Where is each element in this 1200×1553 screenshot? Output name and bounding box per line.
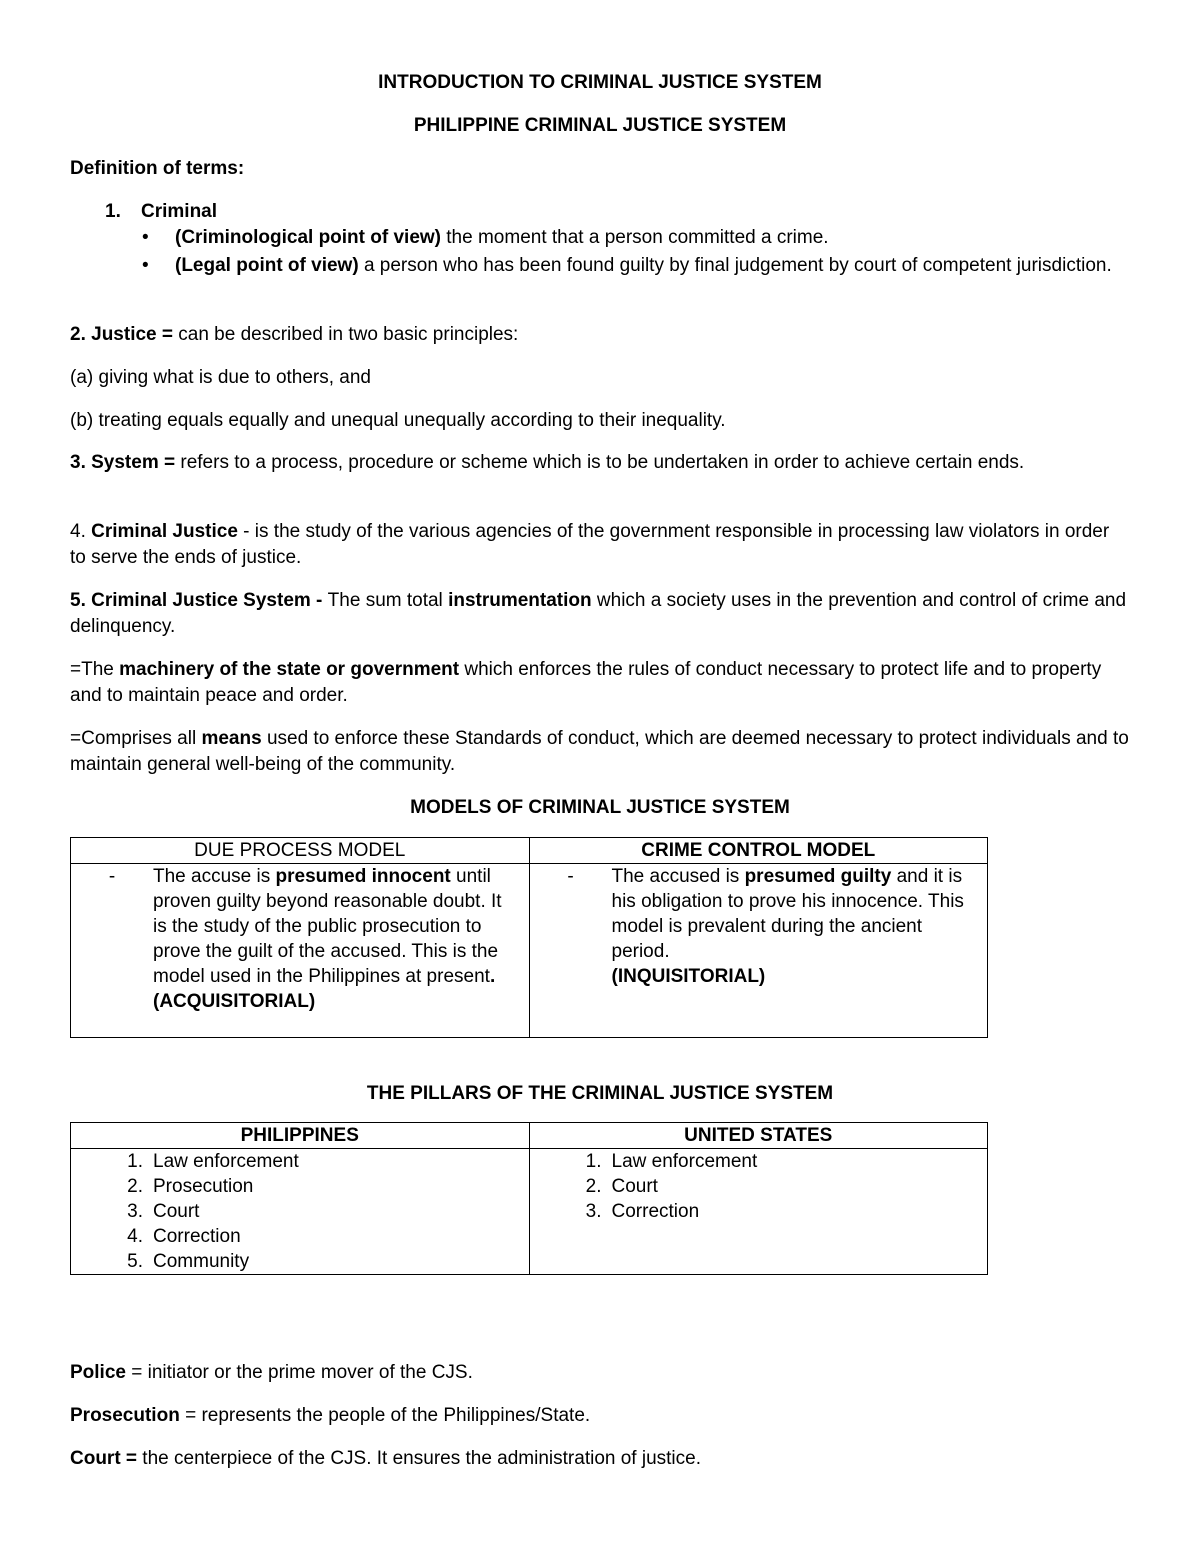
pillar-label: Prosecution bbox=[153, 1176, 254, 1197]
list-item bbox=[530, 1199, 988, 1224]
cell-bold: presumed innocent bbox=[275, 866, 451, 887]
due-process-cell bbox=[71, 864, 530, 1038]
pillar-label: Law enforcement bbox=[611, 1151, 758, 1172]
definition-number: 1. bbox=[105, 201, 121, 222]
united-states-pillars-cell bbox=[529, 1149, 988, 1275]
list-number: 1. bbox=[585, 1151, 602, 1172]
bullet-criminological bbox=[0, 225, 1200, 251]
philippines-header: PHILIPPINES bbox=[71, 1123, 530, 1149]
pillar-label: Law enforcement bbox=[153, 1151, 299, 1172]
pillar-label: Court bbox=[153, 1201, 200, 1222]
list-number: 1. bbox=[127, 1151, 143, 1172]
list-number: 3. bbox=[585, 1201, 602, 1222]
definitions-heading: Definition of terms: bbox=[70, 158, 245, 179]
dash-marker: - bbox=[567, 866, 574, 887]
list-number: 2. bbox=[127, 1176, 143, 1197]
justice-principle-b: (b) treating equals equally and unequal unequally according to their inequality. bbox=[70, 410, 726, 431]
police-definition bbox=[70, 1360, 1130, 1386]
definition-text: which a society uses in the prevention and control of crime and delinquency. bbox=[70, 590, 1127, 637]
definition-text: = represents the people of the Philippines/State. bbox=[179, 1405, 591, 1426]
definition-term: Police bbox=[70, 1362, 126, 1383]
due-process-text bbox=[153, 864, 529, 1014]
models-table bbox=[70, 837, 988, 1038]
list-number: 5. bbox=[127, 1251, 143, 1272]
definition-cjs bbox=[70, 588, 1130, 640]
crime-control-header: CRIME CONTROL MODEL bbox=[529, 838, 988, 864]
definition-term: Court = bbox=[70, 1448, 138, 1469]
definition-criminal-justice bbox=[70, 519, 1130, 571]
cell-text: until proven guilty beyond reasonable doubt. It is the study of the public prosecution to prove the guilt of the accused. This is the model used in the Philippines at present bbox=[153, 866, 502, 987]
cell-text: The accused is bbox=[611, 866, 745, 887]
definition-text: =Comprises all bbox=[70, 728, 202, 749]
list-item bbox=[71, 1149, 529, 1174]
prosecution-definition bbox=[70, 1403, 1130, 1429]
cell-text: The accuse is bbox=[153, 866, 276, 887]
list-item bbox=[71, 1249, 529, 1274]
cell-bold: presumed guilty bbox=[744, 866, 892, 887]
definition-text: which enforces the rules of conduct necessary to protect life and to property and to maintain peace and order. bbox=[70, 659, 1102, 706]
pillar-label: Community bbox=[153, 1251, 250, 1272]
definition-bold: machinery of the state or government bbox=[119, 659, 460, 680]
definition-justice bbox=[70, 322, 1130, 348]
list-item bbox=[71, 1199, 529, 1224]
definition-text: - is the study of the various agencies of the government responsible in processing law violators in order to serve the ends of justice. bbox=[70, 521, 1110, 568]
bullet-icon: • bbox=[142, 255, 149, 276]
document-title: INTRODUCTION TO CRIMINAL JUSTICE SYSTEM bbox=[378, 72, 822, 93]
pillar-label: Court bbox=[611, 1176, 658, 1197]
bullet-bold: (Criminological point of view) bbox=[175, 227, 441, 248]
list-item bbox=[530, 1149, 988, 1174]
definition-term: Prosecution bbox=[70, 1405, 180, 1426]
crime-control-text bbox=[612, 864, 988, 989]
list-number: 4. bbox=[127, 1226, 143, 1247]
dash-marker: - bbox=[108, 866, 116, 887]
definition-term: Criminal Justice bbox=[91, 521, 238, 542]
definition-text: can be described in two basic principles: bbox=[172, 324, 519, 345]
bullet-bold: (Legal point of view) bbox=[175, 255, 359, 276]
philippines-pillars-cell bbox=[71, 1149, 530, 1275]
definition-text: the centerpiece of the CJS. It ensures the administration of justice. bbox=[137, 1448, 701, 1469]
list-item bbox=[71, 1174, 529, 1199]
bullet-icon: • bbox=[142, 227, 149, 248]
pillars-heading: THE PILLARS OF THE CRIMINAL JUSTICE SYSTEM bbox=[366, 1083, 834, 1104]
bullet-legal bbox=[0, 253, 1200, 305]
cjs-machinery bbox=[70, 657, 1130, 709]
cell-bold: . bbox=[489, 966, 496, 987]
pillar-label: Correction bbox=[611, 1201, 700, 1222]
document-subtitle: PHILIPPINE CRIMINAL JUSTICE SYSTEM bbox=[413, 115, 787, 136]
definition-text: used to enforce these Standards of conduct, which are deemed necessary to protect individuals and to maintain general well-being of the community. bbox=[70, 728, 1129, 775]
models-heading: MODELS OF CRIMINAL JUSTICE SYSTEM bbox=[410, 797, 790, 818]
definition-term: 5. Criminal Justice System - bbox=[70, 590, 328, 611]
cjs-means bbox=[70, 726, 1130, 778]
definition-text: The sum total bbox=[327, 590, 449, 611]
definition-system bbox=[70, 450, 1130, 476]
cell-text: and it is his obligation to prove his innocence. This model is prevalent during the ancient period. bbox=[611, 866, 964, 962]
bullet-text: a person who has been found guilty by final judgement by court of competent jurisdiction. bbox=[358, 255, 1112, 276]
list-number: 2. bbox=[585, 1176, 602, 1197]
list-number: 3. bbox=[127, 1201, 143, 1222]
due-process-header: DUE PROCESS MODEL bbox=[71, 838, 530, 864]
definition-text: =The bbox=[70, 659, 120, 680]
definition-text: refers to a process, procedure or scheme which is to be undertaken in order to achieve certain ends. bbox=[175, 452, 1025, 473]
definition-text: = initiator or the prime mover of the CJS. bbox=[125, 1362, 473, 1383]
bullet-text: the moment that a person committed a crime. bbox=[441, 227, 829, 248]
justice-principle-a: (a) giving what is due to others, and bbox=[70, 367, 372, 388]
definition-bold: means bbox=[201, 728, 262, 749]
definition-term: 3. System = bbox=[70, 452, 176, 473]
united-states-header: UNITED STATES bbox=[529, 1123, 988, 1149]
list-item bbox=[530, 1174, 988, 1199]
list-item bbox=[71, 1224, 529, 1249]
definition-term: Criminal bbox=[141, 201, 218, 222]
definition-term: 2. Justice = bbox=[70, 324, 173, 345]
model-type-label: (ACQUISITORIAL) bbox=[153, 991, 316, 1012]
pillar-label: Correction bbox=[153, 1226, 241, 1247]
model-type-label: (INQUISITORIAL) bbox=[611, 966, 766, 987]
definition-number: 4. bbox=[70, 521, 92, 542]
pillars-table bbox=[70, 1122, 988, 1275]
crime-control-cell bbox=[529, 864, 988, 1038]
definition-bold: instrumentation bbox=[448, 590, 592, 611]
court-definition bbox=[70, 1446, 1130, 1472]
